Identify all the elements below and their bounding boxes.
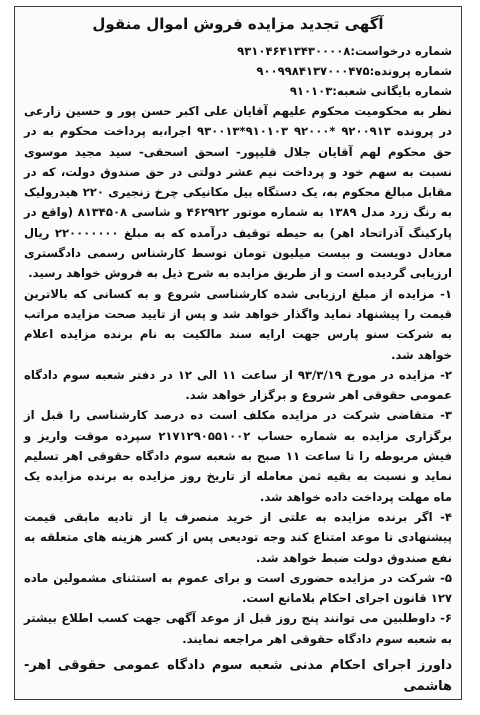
case-number-line [24,61,452,81]
archive-number-line [24,81,452,101]
case-number-label: شماره پرونده: [369,64,452,78]
notice-title: آگهی تجدید مزایده فروش اموال منقول [92,15,384,33]
case-number-value: ۹۰۰۹۹۸۴۱۳۷۰۰۰۴۷۵ [256,64,370,78]
request-number-value: ۹۳۱۰۴۶۴۱۳۴۳۰۰۰۰۸ [237,44,351,58]
archive-number-value: ۹۱۰۱۰۳ [289,84,333,98]
notice-body: نظر به محکومیت محکوم علیهم آقایان علی اکبر حسن پور و حسین زارعی در پرونده ۹۲۰۰۹۱۳ *۹۲۰۰۰ ۹۱۰۱۰۳*۹۳۰۰۱۳ اجرا،به پرداخت محکوم به در حق محکوم لهم آقایان جلال قلیپور- اسحق اسحقی- سید مجید موسوی نسبت به سهم خود و پرداخت نیم عشر دولتی در حق صندوق دولت، که در مقابل مبالغ محکوم به، یک دستگاه بیل مکانیکی چرخ زنجیری ۲۲۰ هیدرولیک به رنگ زرد مدل ۱۳۸۹ به شماره موتور ۴۶۲۹۲۲ و شاسی ۸۱۳۴۵۰۸ (واقع در پارکینگ آذراتحاد اهر) به حیطه توقیف درآمده که به مبلغ ۲۲۰۰۰۰۰۰۰ ریال معادل دویست و بیست میلیون تومان توسط کارشناس رسمی دادگستری ارزیابی گردیده است و از طریق مزایده به شرح ذیل به فروش خواهد رسید. [24,104,453,281]
request-number-line [24,41,452,61]
request-number-label: شماره درخواست: [350,44,452,58]
archive-number-label: شماره بایگانی شعبه: [332,84,452,98]
condition-item-5: ۵- شرکت در مزایده حضوری است و برای عموم به استثنای مشمولین ماده ۱۲۷ قانون اجرای احکام بلامانع است. [24,570,452,606]
condition-item-3: ۳- متقاضی شرکت در مزایده مکلف است ده درصد کارشناسی را قبل از برگزاری مزایده به شماره حساب ۲۱۷۱۲۹۰۵۵۱۰۰۲ سپرده موقت واریز و فیش مربوطه را تا ساعت ۱۱ صبح به شعبه سوم دادگاه حقوقی اهر تسلیم نماید و نسبت به بقیه ثمن معامله از تاریخ روز مزایده به برنده مزایده یک ماه مهلت پرداخت داده خواهد شد. [24,408,452,504]
condition-item-6: ۶- داوطلبین می توانند پنج روز قبل از موعد آگهی جهت کسب اطلاع بیشتر به شعبه سوم دادگاه حقوقی اهر مراجعه نمایند. [24,611,452,646]
auction-notice [14,6,462,700]
condition-item-4: ۴- اگر برنده مزایده به علتی از خرید منصرف یا از تادیه مابقی قیمت پیشنهادی تا موعد امتناع کند وجه تودیعی پس از کسر هزینه های متعلقه به نفع صندوق دولت ضبط خواهد شد. [24,509,452,565]
signature: داورز اجرای احکام مدنی شعبه سوم دادگاه عمومی حقوقی اهر- هاشمی [24,658,452,695]
condition-item-1: ۱- مزایده از مبلغ ارزیابی شده کارشناسی شروع و به کسانی که بالاترین قیمت را پیشنهاد نماید واگذار خواهد شد و پس از تایید صحت مزایده مراتب به شرکت سنو پارس جهت ارایه سند مالکیت به نام برنده مزایده اعلام خواهد شد. [24,286,452,362]
condition-item-2: ۲- مزایده در مورخ ۹۳/۳/۱۹ از ساعت ۱۱ الی ۱۲ در دفتر شعبه سوم دادگاه عمومی حقوقی اهر شروع و برگزار خواهد شد. [24,367,452,403]
